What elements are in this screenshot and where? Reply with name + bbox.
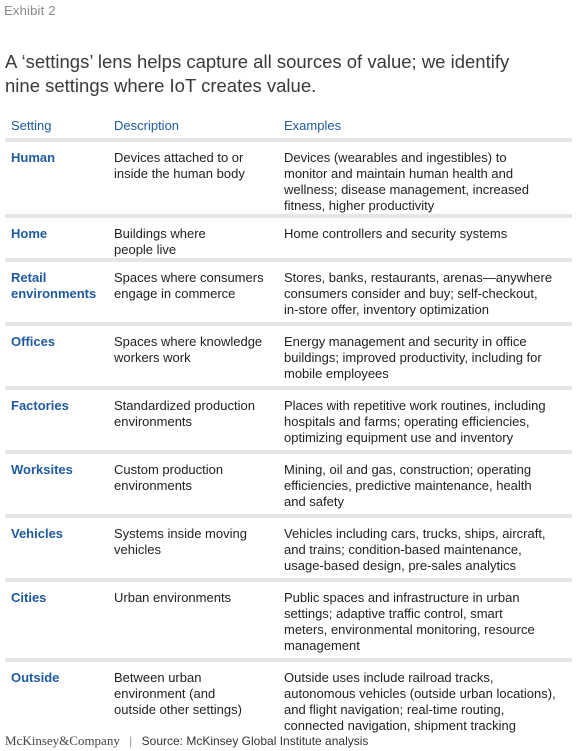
setting-cell-line: Offices <box>11 334 56 349</box>
footer-separator: | <box>129 734 133 748</box>
setting-cell <box>5 670 114 738</box>
examples-cell-line: fitness, higher productivity <box>284 198 435 213</box>
examples-cell-line: management <box>284 638 360 653</box>
table-row <box>5 390 572 450</box>
table-row <box>5 582 572 658</box>
header-description: Description <box>114 118 180 133</box>
settings-table <box>5 118 572 738</box>
exhibit-label: Exhibit 2 <box>4 3 56 18</box>
table-row <box>5 142 572 214</box>
table-header <box>5 118 572 138</box>
setting-cell-line: Human <box>11 150 56 165</box>
description-cell-line: environments <box>114 478 193 493</box>
header-examples: Examples <box>284 118 342 133</box>
description-cell-line: Urban environments <box>114 590 232 605</box>
examples-cell-line: buildings; improved productivity, including for <box>284 350 542 365</box>
examples-cell-line: monitor and maintain human health and <box>284 166 514 181</box>
examples-cell-line: and trains; condition-based maintenance, <box>284 542 522 557</box>
description-cell-line: Spaces where consumers <box>114 270 264 285</box>
description-cell <box>114 526 284 578</box>
examples-cell <box>284 526 572 578</box>
examples-cell-line: mobile employees <box>284 366 389 381</box>
setting-cell-line: Cities <box>11 590 47 605</box>
examples-cell-line: settings; adaptive traffic control, smart <box>284 606 503 621</box>
setting-cell-line: environments <box>11 286 97 301</box>
header-setting: Setting <box>11 118 52 133</box>
examples-cell <box>284 150 572 214</box>
examples-cell <box>284 462 572 514</box>
examples-cell <box>284 226 572 258</box>
examples-cell <box>284 270 572 322</box>
description-cell-line: environments <box>114 414 193 429</box>
examples-cell-line: hospitals and farms; operating efficiencies, <box>284 414 530 429</box>
description-cell-line: people live <box>114 242 177 257</box>
examples-cell <box>284 670 572 738</box>
description-cell <box>114 226 284 258</box>
examples-cell <box>284 334 572 386</box>
description-cell-line: workers work <box>114 350 191 365</box>
examples-cell <box>284 398 572 450</box>
headline-line: nine settings where IoT creates value. <box>5 75 317 96</box>
setting-cell-line: Factories <box>11 398 69 413</box>
table-row <box>5 518 572 578</box>
description-cell-line: inside the human body <box>114 166 245 181</box>
mckinsey-logo: McKinsey&Company <box>5 733 120 748</box>
setting-cell-line: Vehicles <box>11 526 64 541</box>
description-cell <box>114 270 284 322</box>
description-cell-line: environment (and <box>114 686 216 701</box>
examples-cell-line: connected navigation, shipment tracking <box>284 718 516 733</box>
examples-cell-line: usage-based design, pre-sales analytics <box>284 558 516 573</box>
setting-cell <box>5 270 114 322</box>
examples-cell-line: and safety <box>284 494 344 509</box>
setting-cell <box>5 462 114 514</box>
examples-cell-line: Stores, banks, restaurants, arenas—anywhere <box>284 270 553 285</box>
description-cell-line: Devices attached to or <box>114 150 244 165</box>
table-row <box>5 454 572 514</box>
examples-cell-line: Energy management and security in office <box>284 334 527 349</box>
description-cell-line: Between urban <box>114 670 202 685</box>
description-cell-line: outside other settings) <box>114 702 242 717</box>
table-row <box>5 326 572 386</box>
setting-cell <box>5 398 114 450</box>
setting-cell <box>5 334 114 386</box>
description-cell-line: Spaces where knowledge <box>114 334 263 349</box>
headline-line: A ‘settings’ lens helps capture all sources of value; we identify <box>5 51 510 72</box>
examples-cell-line: Home controllers and security systems <box>284 226 508 241</box>
examples-cell-line: efficiencies, predictive maintenance, health <box>284 478 532 493</box>
setting-cell <box>5 150 114 214</box>
footer <box>5 733 368 749</box>
examples-cell-line: consumers consider and buy; self-checkout, <box>284 286 538 301</box>
description-cell-line: engage in commerce <box>114 286 236 301</box>
examples-cell-line: optimizing equipment use and inventory <box>284 430 514 445</box>
setting-cell-line: Worksites <box>11 462 73 477</box>
table-body <box>5 138 572 738</box>
setting-cell <box>5 226 114 258</box>
examples-cell-line: Vehicles including cars, trucks, ships, aircraft, <box>284 526 546 541</box>
source-note: Source: McKinsey Global Institute analysis <box>141 734 369 748</box>
examples-cell-line: autonomous vehicles (outside urban locations), <box>284 686 556 701</box>
examples-cell <box>284 590 572 658</box>
headline <box>5 50 570 98</box>
examples-cell-line: and flight navigation; real-time routing, <box>284 702 505 717</box>
description-cell-line: Standardized production <box>114 398 255 413</box>
description-cell-line: vehicles <box>114 542 161 557</box>
description-cell <box>114 150 284 214</box>
examples-cell-line: Devices (wearables and ingestibles) to <box>284 150 507 165</box>
examples-cell-line: wellness; disease management, increased <box>284 182 529 197</box>
description-cell <box>114 462 284 514</box>
setting-cell-line: Retail <box>11 270 47 285</box>
examples-cell-line: in-store offer, inventory optimization <box>284 302 489 317</box>
examples-cell-line: Public spaces and infrastructure in urban <box>284 590 520 605</box>
description-cell <box>114 670 284 738</box>
examples-cell-line: meters, environmental monitoring, resource <box>284 622 535 637</box>
table-row <box>5 662 572 738</box>
description-cell-line: Custom production <box>114 462 224 477</box>
description-cell <box>114 398 284 450</box>
setting-cell <box>5 526 114 578</box>
setting-cell <box>5 590 114 658</box>
description-cell-line: Buildings where <box>114 226 206 241</box>
description-cell-line: Systems inside moving <box>114 526 247 541</box>
examples-cell-line: Places with repetitive work routines, including <box>284 398 546 413</box>
table-row <box>5 262 572 322</box>
examples-cell-line: Mining, oil and gas, construction; operating <box>284 462 532 477</box>
table-row <box>5 218 572 258</box>
description-cell <box>114 334 284 386</box>
setting-cell-line: Home <box>11 226 48 241</box>
setting-cell-line: Outside <box>11 670 60 685</box>
description-cell <box>114 590 284 658</box>
examples-cell-line: Outside uses include railroad tracks, <box>284 670 494 685</box>
